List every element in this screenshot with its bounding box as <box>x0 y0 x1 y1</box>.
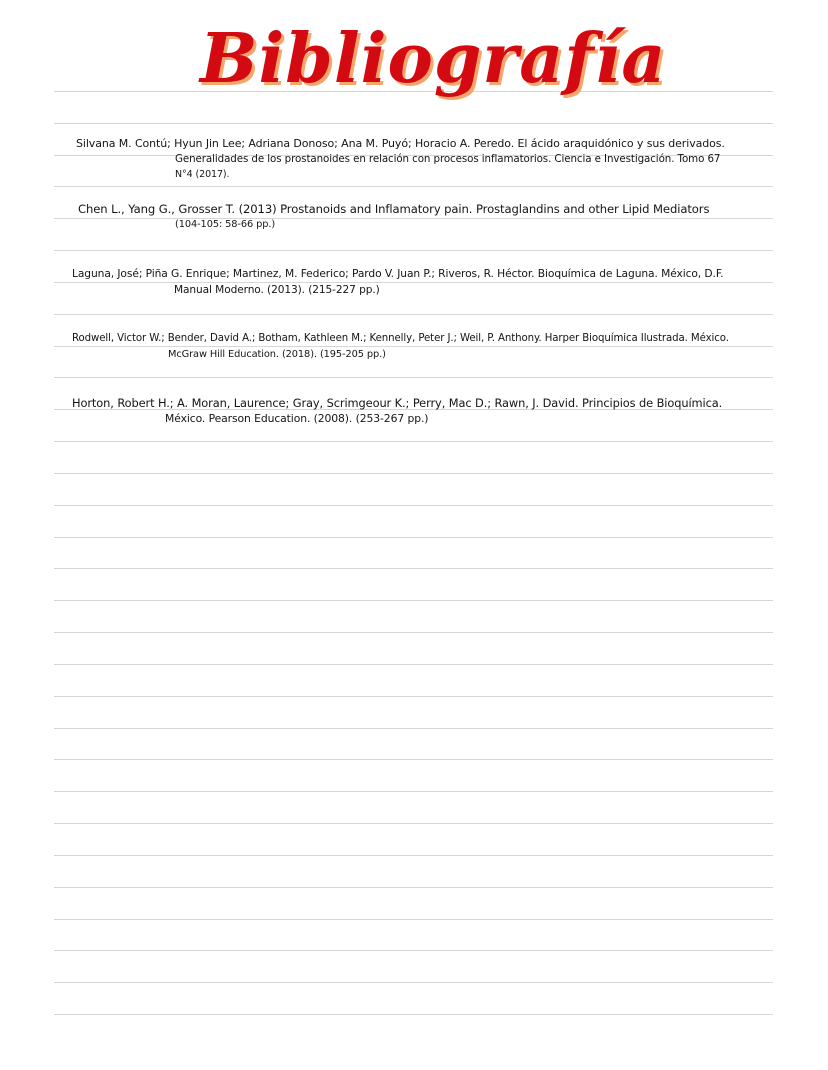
entry-line: N°4 (2017). <box>175 169 230 180</box>
ruled-line <box>54 664 773 665</box>
ruled-line <box>54 823 773 824</box>
ruled-line <box>54 377 773 378</box>
ruled-line <box>54 887 773 888</box>
ruled-line <box>54 696 773 697</box>
entry-line: Chen L., Yang G., Grosser T. (2013) Prostanoids and Inflamatory pain. Prostaglandins and other Lipid Mediators <box>78 202 710 216</box>
ruled-line <box>54 759 773 760</box>
ruled-line <box>54 218 773 219</box>
ruled-line <box>54 250 773 251</box>
ruled-line <box>54 982 773 983</box>
entry-line: Generalidades de los prostanoides en relación con procesos inflamatorios. Ciencia e Investigación. Tomo 67 <box>175 153 721 165</box>
entry-line: Laguna, José; Piña G. Enrique; Martinez, M. Federico; Pardo V. Juan P.; Riveros, R. Héctor. Bioquímica de Laguna. México, D.F. <box>72 267 724 280</box>
ruled-line <box>54 123 773 124</box>
entry-line: (104-105: 58-66 pp.) <box>175 219 276 230</box>
ruled-line <box>54 855 773 856</box>
entry-line: Manual Moderno. (2013). (215-227 pp.) <box>174 284 380 296</box>
ruled-line <box>54 632 773 633</box>
entry-line: McGraw Hill Education. (2018). (195-205 pp.) <box>168 349 386 360</box>
ruled-line <box>54 600 773 601</box>
entry-line: Rodwell, Victor W.; Bender, David A.; Botham, Kathleen M.; Kennelly, Peter J.; Weil, P. Anthony. Harper Bioquímica Ilustrada. México. <box>72 333 729 344</box>
ruled-line <box>54 728 773 729</box>
ruled-line <box>54 919 773 920</box>
entry-line: México. Pearson Education. (2008). (253-267 pp.) <box>165 412 429 425</box>
ruled-line <box>54 568 773 569</box>
page-title: Bibliografía <box>200 19 667 99</box>
ruled-line <box>54 441 773 442</box>
ruled-line <box>54 537 773 538</box>
entry-line: Horton, Robert H.; A. Moran, Laurence; Gray, Scrimgeour K.; Perry, Mac D.; Rawn, J. David. Principios de Bioquímica. <box>72 396 723 410</box>
entry-line: Silvana M. Contú; Hyun Jin Lee; Adriana Donoso; Ana M. Puyó; Horacio A. Peredo. El ácido araquidónico y sus derivados. <box>76 137 725 150</box>
ruled-line <box>54 950 773 951</box>
ruled-line <box>54 346 773 347</box>
ruled-line <box>54 505 773 506</box>
ruled-line <box>54 1014 773 1015</box>
ruled-line <box>54 282 773 283</box>
ruled-line <box>54 314 773 315</box>
ruled-line <box>54 186 773 187</box>
ruled-line <box>54 791 773 792</box>
ruled-line <box>54 473 773 474</box>
